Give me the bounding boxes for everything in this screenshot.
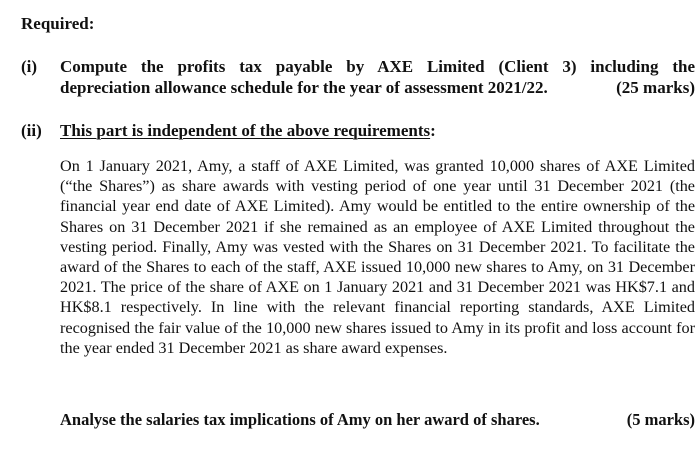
part-i-question-line2: depreciation allowance schedule for the year of assessment 2021/22. [60, 78, 548, 97]
part-i-marks: (25 marks) [616, 78, 695, 97]
part-i-question-line1: Compute the profits tax payable by AXE Limited (Client 3) including the [60, 57, 695, 76]
part-i-body [60, 56, 695, 98]
part-i-number: (i) [21, 57, 38, 76]
part-ii-subheading [60, 120, 695, 141]
part-ii-marks: (5 marks) [626, 410, 695, 429]
part-ii-instruction: Analyse the salaries tax implications of Amy on her award of shares. [60, 410, 540, 429]
part-ii-header [60, 120, 695, 141]
part-ii-number: (ii) [21, 121, 42, 140]
part-i-question-line2-row [60, 77, 695, 98]
part-ii-subheading-text: This part is independent of the above requirements [60, 121, 431, 140]
part-ii-paragraph: On 1 January 2021, Amy, a staff of AXE Limited, was granted 10,000 shares of AXE Limited (“the Shares”) as share awards with vesting period of one year until 31 December 2021 (the financial year end date of AXE Limited). Amy would be entitled to the entire ownership of the Shares on 31 December 2021 if she remained as an employee of AXE Limited throughout the vesting period. Finally, Amy was vested with the Shares on 31 December 2021. To facilitate the award of the Shares to each of the staff, AXE issued 10,000 new shares to Amy, on 31 December 2021. The price of the share of AXE on 1 January 2021 and 31 December 2021 was HK$7.1 and HK$8.1 respectively. In line with the relevant financial reporting standards, AXE Limited recognised the fair value of the 10,000 new shares issued to Amy in its profit and loss account for the year ended 31 December 2021 as share award expenses. [60, 157, 695, 357]
part-ii-subheading-colon: : [430, 121, 436, 140]
part-ii-instruction-row [60, 409, 695, 430]
required-heading: Required: [21, 14, 95, 33]
